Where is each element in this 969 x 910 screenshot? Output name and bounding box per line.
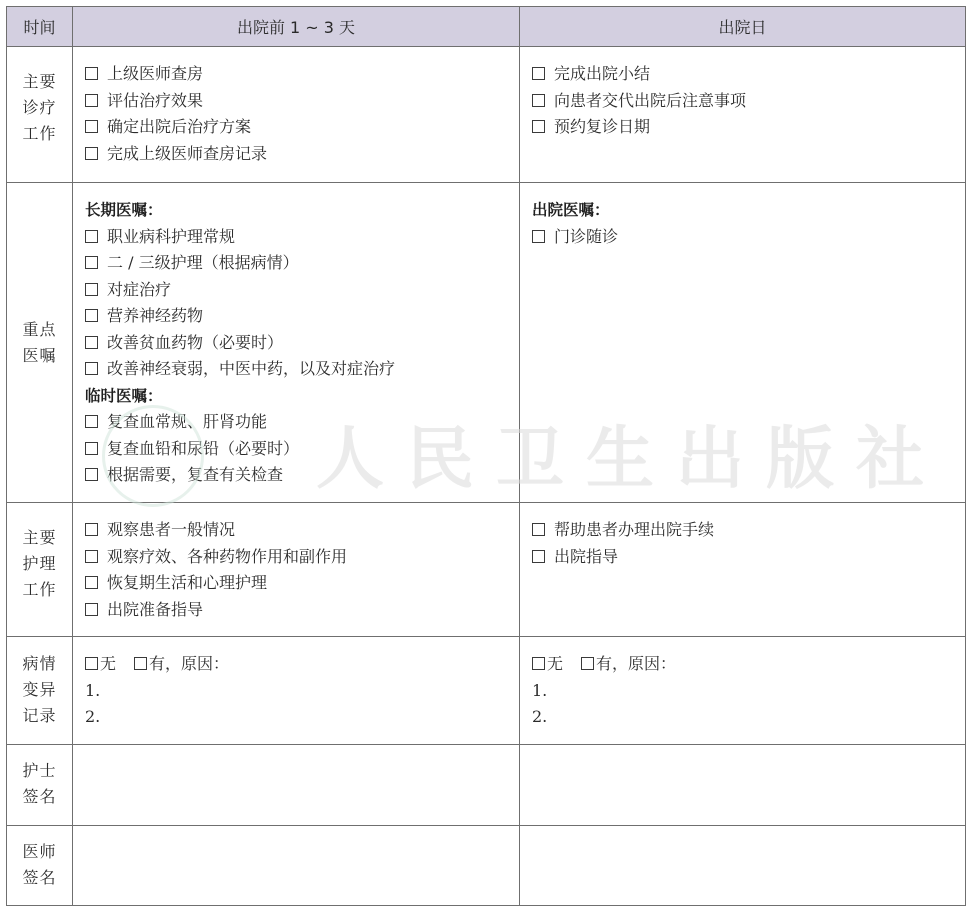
checkbox-icon[interactable] — [85, 309, 98, 322]
checkbox-icon[interactable] — [85, 442, 98, 455]
row-nurse-signature — [7, 745, 966, 826]
label-variation: 病情变异记录 — [7, 637, 73, 745]
checkbox-icon[interactable] — [85, 362, 98, 375]
variation-line-2[interactable]: 2. — [532, 707, 548, 726]
checklist-item[interactable]: 完成出院小结 — [532, 61, 953, 88]
checkbox-icon[interactable] — [85, 468, 98, 481]
checkbox-icon[interactable] — [85, 230, 98, 243]
checkbox-icon[interactable] — [85, 94, 98, 107]
checkbox-icon[interactable] — [532, 120, 545, 133]
checklist-item[interactable]: 复查血铅和尿铅（必要时） — [85, 436, 507, 463]
checkbox-icon[interactable] — [85, 603, 98, 616]
checklist-item[interactable]: 预约复诊日期 — [532, 114, 953, 141]
checkbox-icon[interactable] — [85, 283, 98, 296]
checkbox-icon[interactable] — [85, 576, 98, 589]
checklist-item[interactable]: 改善贫血药物（必要时） — [85, 330, 507, 357]
label-nursing: 主要护理工作 — [7, 503, 73, 637]
nurse-signature-day[interactable] — [520, 745, 966, 826]
header-discharge-day: 出院日 — [520, 7, 966, 47]
checklist-item[interactable]: 职业病科护理常规 — [85, 224, 507, 251]
checkbox-icon[interactable] — [581, 657, 594, 670]
checklist-item[interactable]: 营养神经药物 — [85, 303, 507, 330]
checklist-item[interactable]: 恢复期生活和心理护理 — [85, 570, 507, 597]
checkbox-icon[interactable] — [134, 657, 147, 670]
checkbox-icon[interactable] — [85, 147, 98, 160]
variation-line-1[interactable]: 1. — [532, 680, 548, 700]
checklist-item[interactable]: 评估治疗效果 — [85, 88, 507, 115]
checkbox-icon[interactable] — [532, 94, 545, 107]
checklist-item[interactable]: 改善神经衰弱，中医中药，以及对症治疗 — [85, 356, 507, 383]
variation-line-1[interactable]: 1. — [85, 680, 101, 700]
checklist-item[interactable]: 观察疗效、各种药物作用和副作用 — [85, 544, 507, 571]
checklist-item[interactable]: 门诊随诊 — [532, 224, 953, 251]
header-row — [7, 7, 966, 47]
checklist-item[interactable]: 完成上级医师查房记录 — [85, 141, 507, 168]
checkbox-icon[interactable] — [532, 657, 545, 670]
header-time: 时间 — [7, 7, 73, 47]
row-orders — [7, 183, 966, 503]
checkbox-icon[interactable] — [85, 657, 98, 670]
nursing-day — [520, 503, 966, 637]
row-treatment — [7, 47, 966, 183]
row-doctor-signature — [7, 826, 966, 906]
checkbox-icon[interactable] — [85, 256, 98, 269]
orders-pre — [73, 183, 520, 503]
checklist-item[interactable]: 二 / 三级护理（根据病情） — [85, 250, 507, 277]
checkbox-icon[interactable] — [85, 415, 98, 428]
long-term-orders-title: 长期医嘱： — [85, 201, 163, 219]
checkbox-icon[interactable] — [532, 67, 545, 80]
checklist-item[interactable]: 确定出院后治疗方案 — [85, 114, 507, 141]
checklist-item[interactable]: 根据需要，复查有关检查 — [85, 462, 507, 489]
header-pre-discharge: 出院前 1 ~ 3 天 — [73, 7, 520, 47]
checkbox-icon[interactable] — [532, 550, 545, 563]
nurse-signature-pre[interactable] — [73, 745, 520, 826]
variation-day — [520, 637, 966, 745]
checkbox-icon[interactable] — [85, 120, 98, 133]
option-yes[interactable]: 有，原因： — [134, 654, 229, 673]
clinical-pathway-table — [6, 6, 966, 906]
option-none[interactable]: 无 — [532, 654, 563, 673]
checklist-item[interactable]: 观察患者一般情况 — [85, 517, 507, 544]
checkbox-icon[interactable] — [532, 230, 545, 243]
checkbox-icon[interactable] — [85, 550, 98, 563]
row-nursing — [7, 503, 966, 637]
label-treatment: 主要诊疗工作 — [7, 47, 73, 183]
checkbox-icon[interactable] — [85, 336, 98, 349]
discharge-orders-title: 出院医嘱： — [532, 201, 610, 219]
checklist-item[interactable]: 对症治疗 — [85, 277, 507, 304]
variation-line-2[interactable]: 2. — [85, 707, 101, 726]
treatment-pre — [73, 47, 520, 183]
orders-day — [520, 183, 966, 503]
option-yes[interactable]: 有，原因： — [581, 654, 676, 673]
publisher-watermark: 人民卫生出版社 — [316, 419, 947, 499]
checklist-item[interactable]: 向患者交代出院后注意事项 — [532, 88, 953, 115]
doctor-signature-pre[interactable] — [73, 826, 520, 906]
row-variation — [7, 637, 966, 745]
label-doctor-signature: 医师签名 — [7, 826, 73, 906]
label-orders: 重点医嘱 — [7, 183, 73, 503]
checklist-item[interactable]: 出院准备指导 — [85, 597, 507, 624]
checkbox-icon[interactable] — [85, 67, 98, 80]
checklist-item[interactable]: 复查血常规、肝肾功能 — [85, 409, 507, 436]
temporary-orders-title: 临时医嘱： — [85, 386, 163, 405]
nursing-pre — [73, 503, 520, 637]
option-none[interactable]: 无 — [85, 654, 116, 673]
checkbox-icon[interactable] — [85, 523, 98, 536]
label-nurse-signature: 护士签名 — [7, 745, 73, 826]
doctor-signature-day[interactable] — [520, 826, 966, 906]
checklist-item[interactable]: 出院指导 — [532, 544, 953, 571]
variation-pre — [73, 637, 520, 745]
checklist-item[interactable]: 帮助患者办理出院手续 — [532, 517, 953, 544]
treatment-day — [520, 47, 966, 183]
checklist-item[interactable]: 上级医师查房 — [85, 61, 507, 88]
checkbox-icon[interactable] — [532, 523, 545, 536]
